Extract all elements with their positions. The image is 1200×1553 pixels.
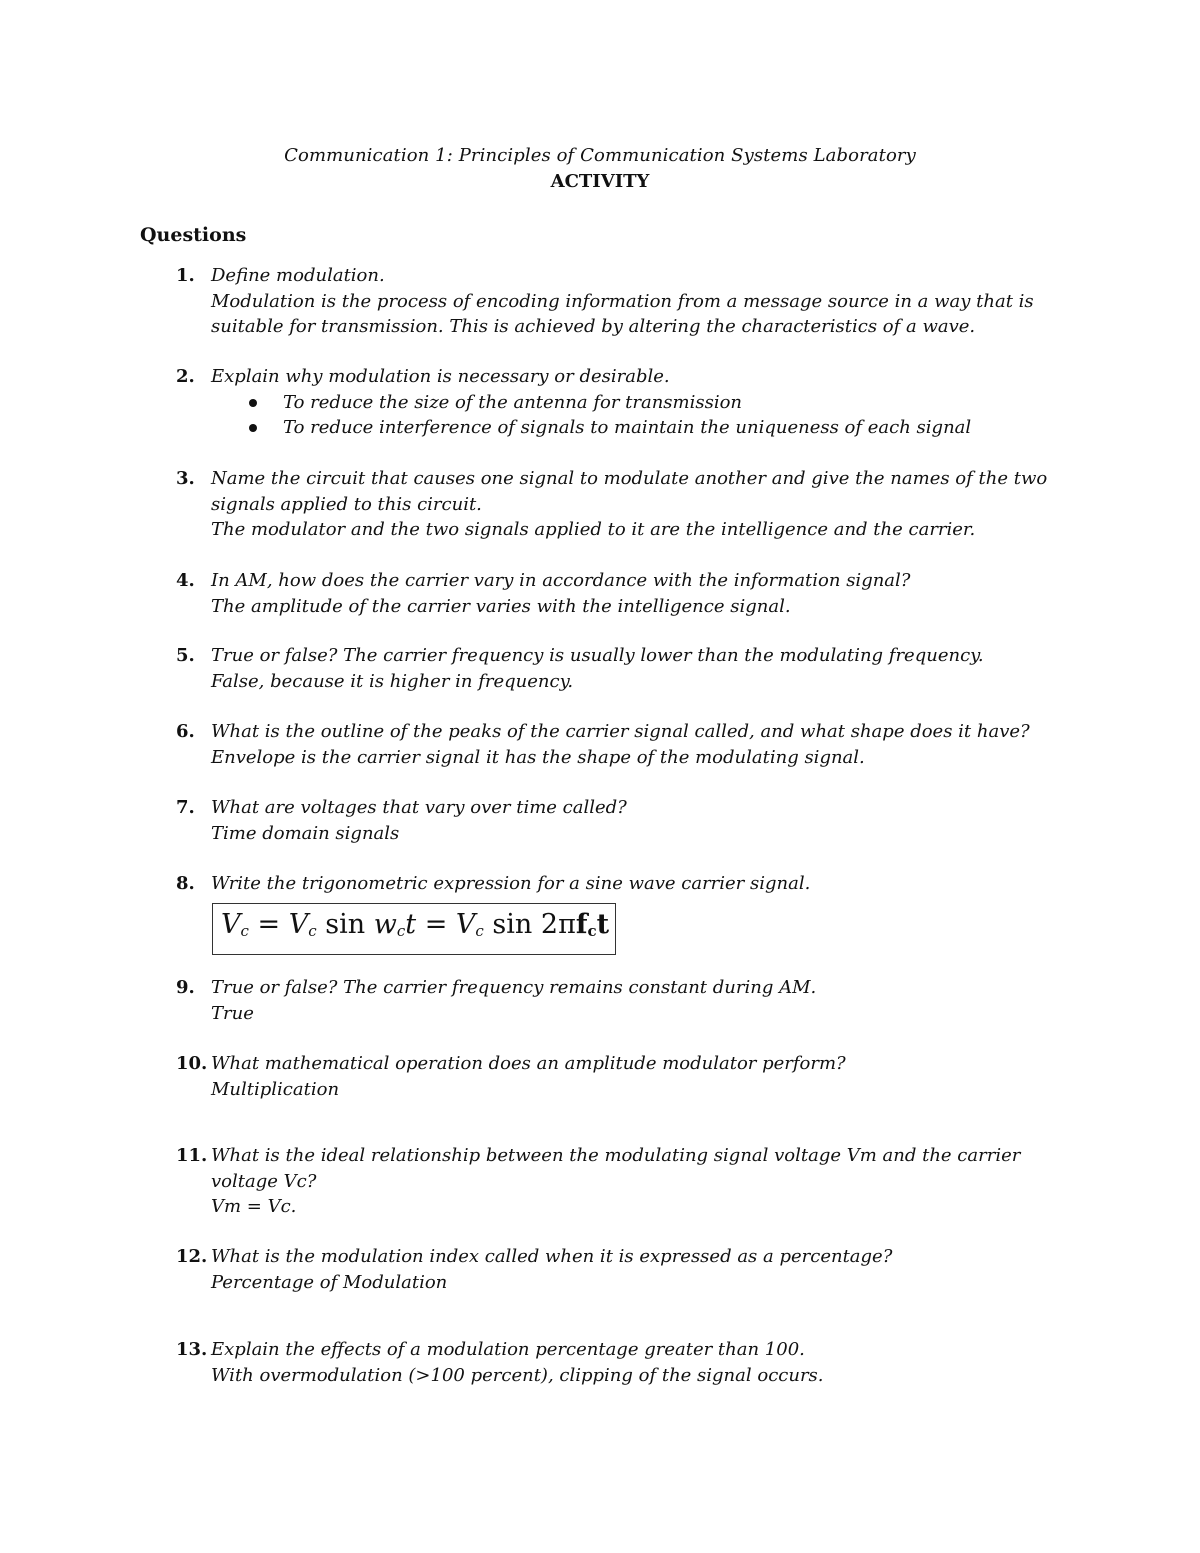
formula-subscript: c xyxy=(396,921,406,940)
question-text: What is the outline of the peaks of the carrier signal called, and what shape does it have? xyxy=(211,721,1030,742)
answer-text: Envelope is the carrier signal it has the shape of the modulating signal. xyxy=(211,746,865,768)
bullet-list xyxy=(211,390,1051,441)
question-number: 11. xyxy=(176,1145,208,1166)
answer-text: Multiplication xyxy=(211,1078,340,1100)
question-body xyxy=(211,643,1051,694)
question-text: Write the trigonometric expression for a sine wave carrier signal. xyxy=(211,873,811,894)
formula-symbol: 2π xyxy=(540,908,576,940)
answer-text: True xyxy=(211,1002,254,1024)
answer-text: The modulator and the two signals applied to it are the intelligence and the carrier. xyxy=(211,519,976,540)
question-body xyxy=(211,1244,1051,1295)
section-heading: Questions xyxy=(140,224,247,246)
question-text: What is the modulation index called when it is expressed as a percentage? xyxy=(211,1246,893,1267)
formula-subscript: c xyxy=(240,921,249,940)
question-text: True or false? The carrier frequency is usually lower than the modulating frequency. xyxy=(211,645,984,666)
bullet-text: To reduce interference of signals to maintain the uniqueness of each signal xyxy=(283,417,972,438)
question-body xyxy=(211,364,1051,441)
question-text: What is the ideal relationship between the modulating signal voltage Vm and the carrier xyxy=(211,1145,1021,1166)
formula-symbol: f xyxy=(575,908,588,940)
formula-subscript: c xyxy=(587,921,597,940)
document-title: Communication 1: Principles of Communication Systems Laboratory xyxy=(284,145,916,166)
answer-text: Modulation is the process of encoding information from a message source in a way that is xyxy=(211,290,1034,312)
formula-symbol: t xyxy=(405,908,417,940)
formula-symbol: V xyxy=(288,908,309,940)
bullet-icon xyxy=(249,399,257,407)
formula-symbol: V xyxy=(221,908,241,940)
question-body xyxy=(211,795,1051,846)
question-number: 7. xyxy=(176,797,195,818)
question-body xyxy=(211,568,1051,619)
question-text: Explain why modulation is necessary or desirable. xyxy=(211,366,670,387)
formula-symbol: V xyxy=(455,908,476,940)
formula-operator: = xyxy=(424,908,448,940)
answer-text: suitable for transmission. This is achieved by altering the characteristics of a wave. xyxy=(211,316,976,337)
question-number: 5. xyxy=(176,645,195,666)
question-text: Name the circuit that causes one signal to modulate another and give the names of the two xyxy=(211,468,1048,489)
bullet-text: To reduce the size of the antenna for transmission xyxy=(283,391,743,413)
question-body xyxy=(211,719,1051,770)
bullet-icon xyxy=(249,424,257,432)
question-body xyxy=(211,871,1051,955)
formula-subscript: c xyxy=(475,921,484,940)
question-text: Explain the effects of a modulation percentage greater than 100. xyxy=(211,1339,805,1360)
question-number: 9. xyxy=(176,977,195,998)
question-number: 13. xyxy=(176,1339,208,1360)
question-text: signals applied to this circuit. xyxy=(211,493,482,515)
formula-operator: = xyxy=(257,908,281,940)
formula-function: sin xyxy=(325,908,366,940)
answer-text: Percentage of Modulation xyxy=(211,1271,448,1293)
question-text: voltage Vc? xyxy=(211,1170,317,1192)
answer-text: False, because it is higher in frequency. xyxy=(211,670,574,692)
question-number: 12. xyxy=(176,1246,208,1267)
question-body xyxy=(211,1051,1051,1102)
formula-symbol: t xyxy=(596,908,610,940)
answer-text: Vm = Vc. xyxy=(211,1196,297,1217)
answer-text: The amplitude of the carrier varies with the intelligence signal. xyxy=(211,595,791,617)
question-body xyxy=(211,975,1051,1026)
question-number: 8. xyxy=(176,873,195,894)
formula-function: sin xyxy=(492,908,533,940)
question-text: What mathematical operation does an amplitude modulator perform? xyxy=(211,1053,846,1074)
answer-text: With overmodulation (>100 percent), clipping of the signal occurs. xyxy=(211,1364,824,1386)
document-subtitle: ACTIVITY xyxy=(550,171,650,192)
question-body xyxy=(211,263,1051,340)
list-item xyxy=(211,415,1051,441)
question-text: In AM, how does the carrier vary in accordance with the information signal? xyxy=(211,570,911,591)
question-text: What are voltages that vary over time called? xyxy=(211,797,627,818)
question-number: 2. xyxy=(176,366,195,387)
question-body xyxy=(211,1143,1051,1220)
formula-subscript: c xyxy=(308,921,317,940)
question-number: 3. xyxy=(176,468,195,489)
question-text: Define modulation. xyxy=(211,265,385,286)
question-body xyxy=(211,1337,1051,1388)
question-body xyxy=(211,466,1051,543)
question-number: 1. xyxy=(176,265,195,286)
question-text: True or false? The carrier frequency remains constant during AM. xyxy=(211,977,817,998)
answer-text: Time domain signals xyxy=(211,822,400,844)
question-number: 6. xyxy=(176,721,195,742)
question-number: 4. xyxy=(176,570,195,591)
formula-box xyxy=(212,903,616,955)
list-item xyxy=(211,390,1051,416)
formula-symbol: w xyxy=(373,908,397,940)
question-number: 10. xyxy=(176,1053,208,1074)
